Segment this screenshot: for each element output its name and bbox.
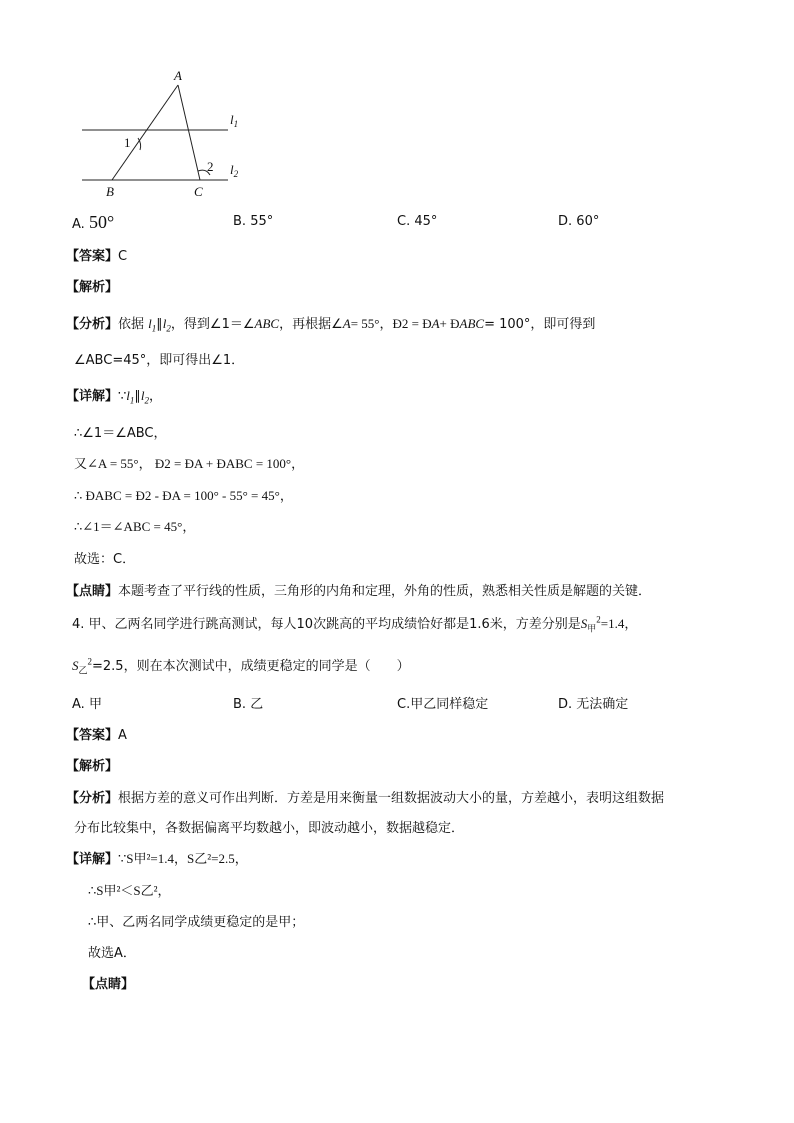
q3-option-b-letter: B. — [233, 214, 247, 229]
q4-fenxi-line2: 分布比较集中，各数据偏离平均数越小，即波动越小，数据越稳定． — [74, 821, 465, 836]
q3-option-b-value: 55° — [250, 214, 274, 229]
q3-fenxi-line2: ∠ABC=45°，即可得出∠1． — [74, 353, 245, 368]
q3-xiangjie-parallel: ∥ — [134, 389, 141, 404]
q4-option-c — [397, 693, 488, 712]
q3-xiangjie-comma: ， — [149, 389, 163, 404]
q3-dianjing-text: 本题考查了平行线的性质，三角形的内角和定理，外角的性质，熟悉相关性质是解题的关键． — [118, 584, 652, 599]
q4-analysis-tag: 【解析】 — [66, 759, 119, 774]
q4-option-b-letter: B. — [233, 697, 247, 712]
q3-fenxi-l2: $l_2$ — [162, 316, 171, 334]
q3-option-b — [233, 214, 273, 229]
vertex-b-label: B — [106, 184, 114, 199]
q3-option-d-letter: D. — [558, 214, 573, 229]
q3-fenxi-line1 — [66, 313, 595, 334]
q3-step-4: ∴∠1＝∠ABC = 45°， — [74, 519, 196, 534]
q4-s-yi-text: =2.5，则在本次测试中，成绩更稳定的同学是（ ） — [92, 659, 410, 674]
q3-option-d-value: 60° — [576, 214, 600, 229]
q3-option-a — [72, 212, 114, 233]
q3-option-c — [397, 214, 437, 229]
q4-xj-step-2: ∴S甲²＜S乙²， — [88, 883, 171, 898]
q3-step-1: ∴∠1＝∠ABC， — [74, 426, 167, 441]
vertex-c-label: C — [194, 184, 203, 199]
q4-option-b — [233, 693, 263, 712]
q4-s-yi: $S_乙^2$ — [72, 656, 93, 676]
q3-fenxi-text-5: + Ð — [439, 316, 460, 331]
q3-xiangjie-l2: $l_2$ — [140, 388, 150, 406]
geometry-figure — [70, 60, 260, 205]
q4-s-jia-value: =1.4， — [600, 616, 638, 631]
q4-option-d — [558, 693, 628, 712]
q4-option-a — [72, 693, 102, 712]
q3-fenxi-abc2: ABC — [459, 316, 485, 331]
q4-option-d-value: 无法确定 — [576, 697, 629, 712]
q4-fenxi-line1 — [66, 787, 664, 806]
q4-option-b-value: 乙 — [250, 697, 264, 712]
vertex-a-label: A — [174, 68, 182, 83]
q4-stem-line1 — [72, 613, 637, 635]
q4-option-a-letter: A. — [72, 697, 85, 712]
q3-fenxi-text-3: ，再根据∠ — [279, 317, 343, 332]
q3-fenxi-text-1: 依据 — [118, 317, 145, 332]
q4-option-c-letter: C. — [397, 697, 411, 712]
q3-xiangjie-because: ∵ — [118, 389, 127, 404]
q4-answer-value: A — [118, 728, 127, 743]
q4-dianjing-tag: 【点睛】 — [82, 977, 135, 992]
q3-fenxi-a2: A — [431, 316, 440, 331]
line-l1-label: $l_1$ — [230, 112, 239, 129]
q3-fenxi-l1: $l_1$ — [148, 316, 157, 334]
q4-xj-step-3: ∴甲、乙两名同学成绩更稳定的是甲； — [88, 915, 305, 930]
q3-xiangjie-tag: 【详解】 — [66, 389, 119, 404]
q3-xiangjie-l1: $l_1$ — [126, 388, 135, 406]
q3-step-2: 又∠A = 55°， Ð2 = ÐA + ÐABC = 100°， — [74, 456, 305, 471]
q3-step-5: 故选：C． — [74, 552, 136, 567]
q4-xiangjie-tag: 【详解】 — [66, 852, 119, 867]
q4-answer-tag: 【答案】 — [66, 728, 119, 743]
angle-1-label: 1 — [124, 135, 131, 150]
q4-fenxi-tag: 【分析】 — [66, 791, 119, 806]
q4-xiangjie-text: ∵S甲²=1.4，S乙²=2.5， — [118, 851, 248, 866]
q3-dianjing — [66, 580, 651, 599]
q3-option-d — [558, 214, 599, 229]
q4-xj-step-4: 故选A． — [88, 946, 136, 961]
q4-option-d-letter: D. — [558, 697, 573, 712]
q4-answer — [66, 724, 127, 743]
q3-option-a-value: 50° — [88, 212, 115, 232]
q3-answer-value: C — [118, 249, 128, 264]
q3-fenxi-text-6: = 100°，即可得到 — [484, 317, 596, 332]
segment-ab — [112, 85, 178, 180]
segment-ac — [178, 85, 200, 180]
q4-s-jia: $S_甲^2$ — [580, 614, 601, 634]
q3-fenxi-parallel: ∥ — [156, 317, 163, 332]
q3-option-c-letter: C. — [397, 214, 411, 229]
q4-option-a-value: 甲 — [88, 697, 102, 712]
q3-fenxi-tag: 【分析】 — [66, 317, 119, 332]
q3-fenxi-abc: ABC — [254, 316, 280, 331]
q4-fenxi-text-1: 根据方差的意义可作出判断．方差是用来衡量一组数据波动大小的量，方差越小，表明这组数据 — [118, 791, 665, 806]
q3-xiangjie-line — [66, 385, 162, 406]
q3-fenxi-a: A — [342, 316, 351, 331]
angle-2-label: 2 — [207, 159, 214, 174]
q3-option-a-letter: A. — [72, 217, 85, 232]
q3-analysis-tag: 【解析】 — [66, 280, 119, 295]
q3-option-c-value: 45° — [414, 214, 438, 229]
q3-step-3: ∴ ÐABC = Ð2 - ÐA = 100° - 55° = 45°， — [74, 488, 293, 503]
q4-option-c-value: 甲乙同样稳定 — [410, 697, 489, 712]
q3-answer — [66, 245, 127, 264]
q4-stem-text: 4. 甲、乙两名同学进行跳高测试，每人10次跳高的平均成绩恰好都是1.6米，方差分别是 — [72, 617, 581, 632]
line-l2-label: $l_2$ — [230, 162, 239, 179]
q3-answer-tag: 【答案】 — [66, 249, 119, 264]
q4-stem-line2 — [72, 655, 410, 677]
q3-dianjing-tag: 【点睛】 — [66, 584, 119, 599]
q3-fenxi-text-2: ，得到∠1＝∠ — [170, 317, 255, 332]
q4-xiangjie-line — [66, 848, 248, 867]
q3-fenxi-text-4: = 55°，Ð2 = Ð — [350, 316, 432, 331]
